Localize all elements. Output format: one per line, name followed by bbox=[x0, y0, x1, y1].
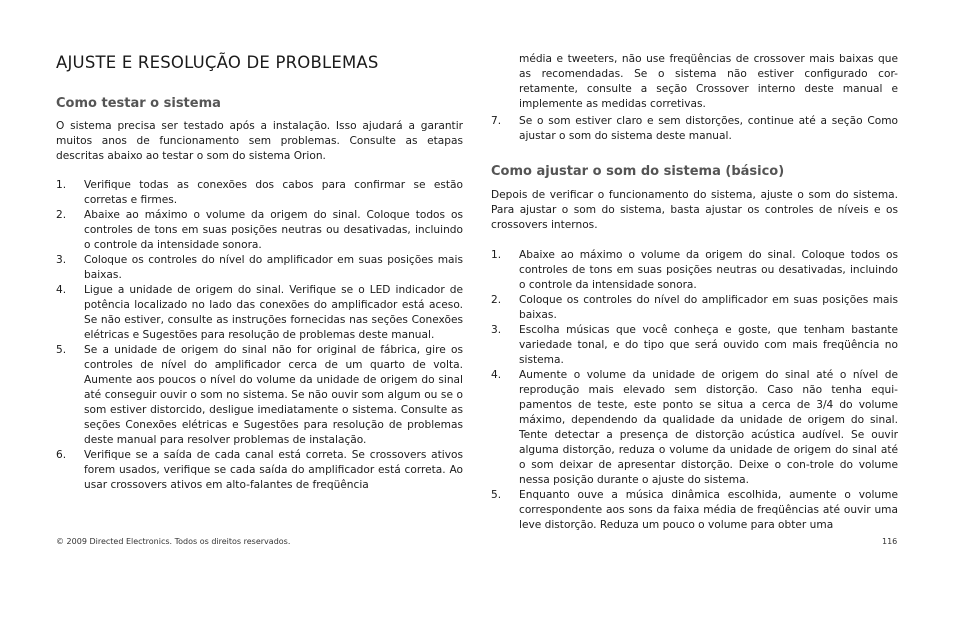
section-heading-test: Como testar o sistema bbox=[56, 96, 221, 111]
list-item: 6. Verifique se a saída de cada canal está correta. Se crossovers ativos forem usados, verifique se cada saída do amplificador está correta. Ao usar crossovers ativos em alto-falantes de freqüência bbox=[56, 449, 463, 491]
adjust-steps-list bbox=[491, 248, 898, 533]
test-steps-list bbox=[56, 178, 463, 493]
continued-step-text: média e tweeters, não use freqüências de crossover mais baixas que as recomendadas. Se o sistema não estiver configurado cor-retamente, consulte a seção Crossover interno deste manual e implemente as medidas corretivas. bbox=[519, 53, 898, 110]
intro-paragraph-test: O sistema precisa ser testado após a instalação. Isso ajudará a garantir muitos anos de funcionamento sem problemas. Consulte as etapas descritas abaixo ao testar o som do sistema Orion. bbox=[56, 120, 463, 162]
page-number: 116 bbox=[882, 537, 898, 546]
list-item: 4. Aumente o volume da unidade de origem do sinal até o nível de reprodução mais elevado sem distorção. Caso não tenha equi-pamentos de teste, este ponto se situa a cerca de 3/4 do volume máximo, dependendo da qualidade da unidade de origem do sinal. Tente detectar a presença de distorção acústica audível. Se ouvir alguma distorção, reduza o volume da unidade de origem do sinal até o som deixar de apresentar distorção. Deixe o con-trole do volume nessa posição durante o ajuste do sistema. bbox=[491, 369, 898, 486]
copyright-footer: © 2009 Directed Electronics. Todos os direitos reservados. bbox=[56, 537, 291, 546]
intro-paragraph-adjust: Depois de verificar o funcionamento do sistema, ajuste o som do sistema. Para ajustar o som do sistema, basta ajustar os controles de níveis e os crossovers internos. bbox=[491, 189, 898, 231]
list-item: 3. Escolha músicas que você conheça e goste, que tenham bastante variedade tonal, e do tipo que será ouvido com mais freqüência no sistema. bbox=[491, 324, 898, 366]
list-item: 5. Enquanto ouve a música dinâmica escolhida, aumente o volume correspondente aos sons da faixa média de freqüências até ouvir uma leve distorção. Reduza um pouco o volume para obter uma bbox=[491, 489, 898, 531]
page-title: AJUSTE E RESOLUÇÃO DE PROBLEMAS bbox=[56, 53, 379, 72]
list-item: 5. Se a unidade de origem do sinal não for original de fábrica, gire os controles de nível do amplificador cerca de um quarto de volta. Aumente aos poucos o nível do volume da unidade de origem do sinal até conseguir ouvir o som no sistema. Se não ouvir som algum ou se o som estiver distorcido, desligue imediatamente o sistema. Consulte as seções Conexões elétricas e Sugestões para resolução de problemas deste manual para resolver problemas de instalação. bbox=[56, 344, 463, 446]
list-item: 2. Coloque os controles do nível do amplificador em suas posições mais baixas. bbox=[491, 294, 898, 321]
list-item: 4. Ligue a unidade de origem do sinal. Verifique se o LED indicador de potência localizado no lado das conexões do amplificador está aceso. Se não estiver, consulte as instruções fornecidas nas seções Conexões elétricas e Sugestões para resolução de problemas deste manual. bbox=[56, 284, 463, 341]
list-item: 1. Abaixe ao máximo o volume da origem do sinal. Coloque todos os controles de tons em suas posições neutras ou desativadas, incluindo o controle da intensidade sonora. bbox=[491, 249, 898, 291]
list-item: 2. Abaixe ao máximo o volume da origem do sinal. Coloque todos os controles de tons em suas posições neutras ou desativadas, incluindo o controle da intensidade sonora. bbox=[56, 209, 463, 251]
list-item: 1. Verifique todas as conexões dos cabos para confirmar se estão corretas e firmes. bbox=[56, 179, 463, 206]
section-heading-adjust: Como ajustar o som do sistema (básico) bbox=[491, 164, 785, 179]
list-item: 7. Se o som estiver claro e sem distorções, continue até a seção Como ajustar o som do sistema deste manual. bbox=[491, 115, 898, 142]
list-item: 3. Coloque os controles do nível do amplificador em suas posições mais baixas. bbox=[56, 254, 463, 281]
step-seven-list bbox=[491, 114, 898, 144]
